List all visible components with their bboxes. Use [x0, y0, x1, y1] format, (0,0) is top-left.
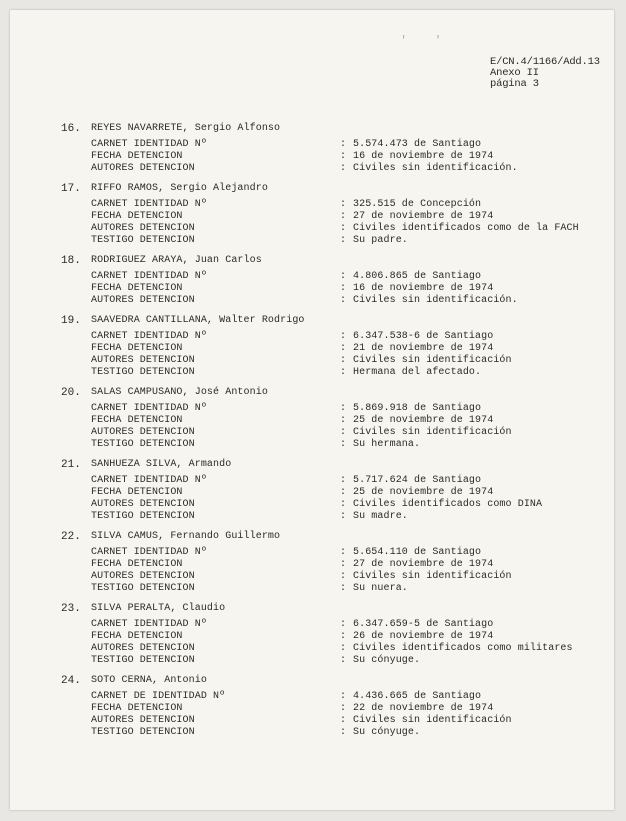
field-label: TESTIGO DETENCION — [91, 511, 195, 522]
entry-fields — [10, 199, 614, 247]
field-row — [10, 619, 614, 631]
field-row — [10, 439, 614, 451]
field-label: FECHA DETENCION — [91, 415, 183, 426]
entry-heading — [10, 531, 614, 543]
entry-heading — [10, 183, 614, 195]
field-separator: : — [340, 331, 347, 342]
field-value: 5.654.110 de Santiago — [353, 547, 482, 558]
field-separator: : — [340, 715, 347, 726]
entry-fields — [10, 271, 614, 307]
field-row — [10, 283, 614, 295]
field-separator: : — [340, 271, 347, 282]
field-separator: : — [340, 655, 347, 666]
entry-number: 21. — [61, 459, 81, 471]
detainee-entry — [10, 315, 614, 379]
field-separator: : — [340, 475, 347, 486]
field-label: CARNET IDENTIDAD Nº — [91, 403, 207, 414]
field-label: CARNET IDENTIDAD Nº — [91, 475, 207, 486]
field-separator: : — [340, 583, 347, 594]
document-page — [10, 10, 614, 810]
field-row — [10, 367, 614, 379]
field-value: Su cónyuge. — [353, 727, 421, 738]
field-row — [10, 559, 614, 571]
field-value: Su nuera. — [353, 583, 408, 594]
field-separator: : — [340, 295, 347, 306]
entry-heading — [10, 675, 614, 687]
field-row — [10, 631, 614, 643]
field-separator: : — [340, 151, 347, 162]
field-separator: : — [340, 559, 347, 570]
entry-heading — [10, 123, 614, 135]
field-row — [10, 571, 614, 583]
field-label: FECHA DETENCION — [91, 631, 183, 642]
field-label: CARNET IDENTIDAD Nº — [91, 619, 207, 630]
document-reference — [490, 57, 600, 90]
field-separator: : — [340, 619, 347, 630]
field-row — [10, 235, 614, 247]
field-value: Su madre. — [353, 511, 408, 522]
field-row — [10, 331, 614, 343]
entry-fields — [10, 139, 614, 175]
field-label: FECHA DETENCION — [91, 211, 183, 222]
field-row — [10, 427, 614, 439]
field-value: 6.347.659-5 de Santiago — [353, 619, 494, 630]
field-row — [10, 139, 614, 151]
field-row — [10, 403, 614, 415]
detainee-entry — [10, 531, 614, 595]
field-label: AUTORES DETENCION — [91, 715, 195, 726]
entry-heading — [10, 387, 614, 399]
detainee-name: REYES NAVARRETE, Sergio Alfonso — [91, 123, 281, 134]
detainee-entry — [10, 123, 614, 175]
field-label: TESTIGO DETENCION — [91, 235, 195, 246]
field-label: AUTORES DETENCION — [91, 355, 195, 366]
entry-fields — [10, 475, 614, 523]
field-label: CARNET IDENTIDAD Nº — [91, 547, 207, 558]
field-value: 5.574.473 de Santiago — [353, 139, 482, 150]
detainee-name: SALAS CAMPUSANO, José Antonio — [91, 387, 268, 398]
field-value: Civiles sin identificación — [353, 355, 512, 366]
field-separator: : — [340, 403, 347, 414]
field-separator: : — [340, 211, 347, 222]
annex-label: Anexo II — [490, 67, 539, 79]
detainee-name: RIFFO RAMOS, Sergio Alejandro — [91, 183, 268, 194]
field-value: 5.717.624 de Santiago — [353, 475, 482, 486]
field-label: FECHA DETENCION — [91, 151, 183, 162]
stray-marks: ' ' — [400, 34, 452, 48]
field-label: AUTORES DETENCION — [91, 643, 195, 654]
field-row — [10, 499, 614, 511]
field-separator: : — [340, 487, 347, 498]
field-value: 325.515 de Concepción — [353, 199, 482, 210]
field-row — [10, 199, 614, 211]
detainee-entry — [10, 255, 614, 307]
field-separator: : — [340, 643, 347, 654]
field-separator: : — [340, 439, 347, 450]
entry-heading — [10, 459, 614, 471]
entry-heading — [10, 255, 614, 267]
field-separator: : — [340, 427, 347, 438]
field-value: Civiles identificados como DINA — [353, 499, 543, 510]
field-label: TESTIGO DETENCION — [91, 583, 195, 594]
field-value: Hermana del afectado. — [353, 367, 482, 378]
field-label: TESTIGO DETENCION — [91, 727, 195, 738]
detainee-entry — [10, 459, 614, 523]
field-label: FECHA DETENCION — [91, 283, 183, 294]
field-separator: : — [340, 355, 347, 366]
field-value: 27 de noviembre de 1974 — [353, 211, 494, 222]
field-separator: : — [340, 415, 347, 426]
field-row — [10, 415, 614, 427]
field-value: Civiles identificados como militares — [353, 643, 573, 654]
detainee-entry — [10, 387, 614, 451]
field-separator: : — [340, 367, 347, 378]
field-value: Su cónyuge. — [353, 655, 421, 666]
field-label: FECHA DETENCION — [91, 487, 183, 498]
field-label: TESTIGO DETENCION — [91, 655, 195, 666]
field-separator: : — [340, 691, 347, 702]
document-symbol: E/CN.4/1166/Add.13 — [490, 56, 600, 68]
field-row — [10, 511, 614, 523]
field-label: FECHA DETENCION — [91, 343, 183, 354]
field-row — [10, 211, 614, 223]
entry-fields — [10, 547, 614, 595]
detainee-list — [10, 123, 614, 739]
field-label: AUTORES DETENCION — [91, 295, 195, 306]
field-value: 16 de noviembre de 1974 — [353, 283, 494, 294]
field-label: CARNET IDENTIDAD Nº — [91, 199, 207, 210]
field-separator: : — [340, 223, 347, 234]
field-row — [10, 163, 614, 175]
detainee-entry — [10, 603, 614, 667]
field-value: Civiles sin identificación. — [353, 295, 518, 306]
field-separator: : — [340, 343, 347, 354]
field-label: CARNET IDENTIDAD Nº — [91, 271, 207, 282]
field-separator: : — [340, 703, 347, 714]
entry-heading — [10, 315, 614, 327]
field-row — [10, 343, 614, 355]
field-label: TESTIGO DETENCION — [91, 367, 195, 378]
field-label: CARNET DE IDENTIDAD Nº — [91, 691, 226, 702]
field-row — [10, 271, 614, 283]
field-row — [10, 223, 614, 235]
field-separator: : — [340, 511, 347, 522]
field-row — [10, 643, 614, 655]
field-separator: : — [340, 631, 347, 642]
entry-number: 16. — [61, 123, 81, 135]
field-row — [10, 475, 614, 487]
field-row — [10, 727, 614, 739]
field-label: AUTORES DETENCION — [91, 571, 195, 582]
detainee-name: SAAVEDRA CANTILLANA, Walter Rodrigo — [91, 315, 305, 326]
field-separator: : — [340, 163, 347, 174]
field-value: 25 de noviembre de 1974 — [353, 415, 494, 426]
detainee-entry — [10, 183, 614, 247]
field-separator: : — [340, 499, 347, 510]
field-label: AUTORES DETENCION — [91, 163, 195, 174]
field-separator: : — [340, 547, 347, 558]
field-row — [10, 703, 614, 715]
field-value: 5.869.918 de Santiago — [353, 403, 482, 414]
field-value: 26 de noviembre de 1974 — [353, 631, 494, 642]
field-label: AUTORES DETENCION — [91, 427, 195, 438]
field-row — [10, 655, 614, 667]
entry-fields — [10, 403, 614, 451]
field-row — [10, 487, 614, 499]
field-value: 16 de noviembre de 1974 — [353, 151, 494, 162]
entry-number: 24. — [61, 675, 81, 687]
field-label: FECHA DETENCION — [91, 559, 183, 570]
field-row — [10, 355, 614, 367]
field-separator: : — [340, 235, 347, 246]
field-value: Civiles identificados como de la FACH — [353, 223, 579, 234]
field-separator: : — [340, 571, 347, 582]
field-row — [10, 583, 614, 595]
detainee-name: SILVA PERALTA, Claudio — [91, 603, 226, 614]
field-label: TESTIGO DETENCION — [91, 439, 195, 450]
field-separator: : — [340, 199, 347, 210]
field-value: 4.806.865 de Santiago — [353, 271, 482, 282]
entry-fields — [10, 691, 614, 739]
field-value: Su hermana. — [353, 439, 421, 450]
field-value: 4.436.665 de Santiago — [353, 691, 482, 702]
field-value: 6.347.538-6 de Santiago — [353, 331, 494, 342]
entry-number: 17. — [61, 183, 81, 195]
field-value: 25 de noviembre de 1974 — [353, 487, 494, 498]
field-separator: : — [340, 727, 347, 738]
field-value: Civiles sin identificación — [353, 571, 512, 582]
field-value: Su padre. — [353, 235, 408, 246]
field-value: Civiles sin identificación. — [353, 163, 518, 174]
field-value: Civiles sin identificación — [353, 427, 512, 438]
detainee-entry — [10, 675, 614, 739]
entry-number: 19. — [61, 315, 81, 327]
field-value: 27 de noviembre de 1974 — [353, 559, 494, 570]
entry-heading — [10, 603, 614, 615]
entry-fields — [10, 331, 614, 379]
entry-number: 18. — [61, 255, 81, 267]
detainee-name: SILVA CAMUS, Fernando Guillermo — [91, 531, 281, 542]
page-number: página 3 — [490, 78, 539, 90]
field-value: 21 de noviembre de 1974 — [353, 343, 494, 354]
field-row — [10, 151, 614, 163]
detainee-name: SANHUEZA SILVA, Armando — [91, 459, 232, 470]
field-separator: : — [340, 139, 347, 150]
detainee-name: SOTO CERNA, Antonio — [91, 675, 207, 686]
field-label: AUTORES DETENCION — [91, 499, 195, 510]
entry-number: 20. — [61, 387, 81, 399]
field-row — [10, 547, 614, 559]
field-row — [10, 691, 614, 703]
field-label: CARNET IDENTIDAD Nº — [91, 331, 207, 342]
entry-number: 22. — [61, 531, 81, 543]
entry-fields — [10, 619, 614, 667]
field-separator: : — [340, 283, 347, 294]
entry-number: 23. — [61, 603, 81, 615]
field-label: AUTORES DETENCION — [91, 223, 195, 234]
field-value: 22 de noviembre de 1974 — [353, 703, 494, 714]
field-label: CARNET IDENTIDAD Nº — [91, 139, 207, 150]
field-row — [10, 295, 614, 307]
field-row — [10, 715, 614, 727]
field-value: Civiles sin identificación — [353, 715, 512, 726]
field-label: FECHA DETENCION — [91, 703, 183, 714]
detainee-name: RODRIGUEZ ARAYA, Juan Carlos — [91, 255, 262, 266]
